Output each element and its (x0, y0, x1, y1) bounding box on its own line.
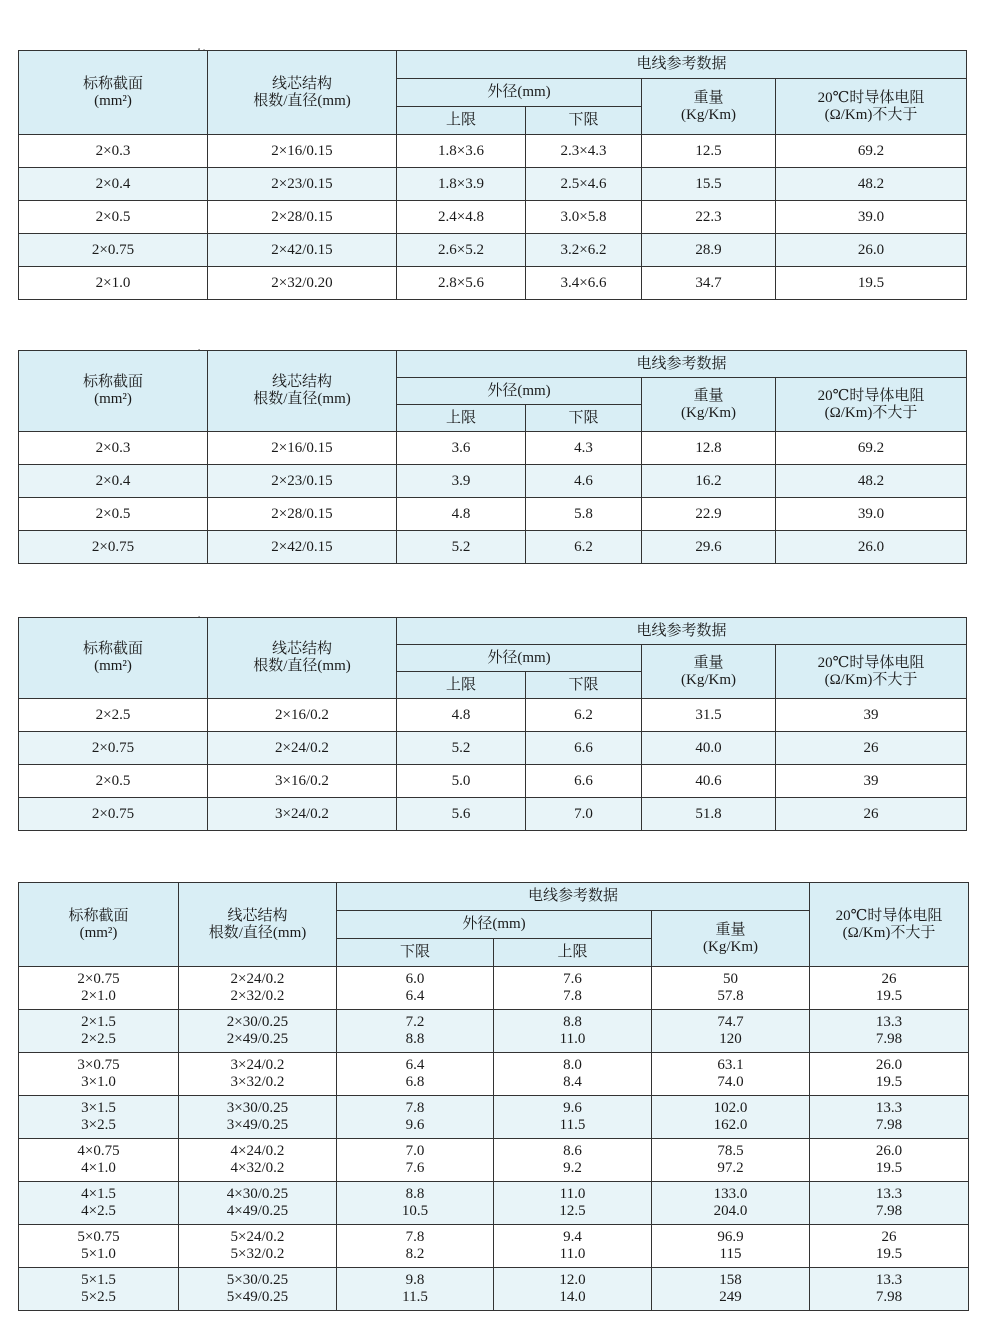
cell-value: 9.6 (405, 1117, 425, 1133)
header-reference: 电线参考数据 (397, 618, 967, 645)
table-row (19, 1096, 969, 1139)
cell-weight: 40.0 (642, 732, 776, 765)
cell-value: 11.0 (559, 1246, 586, 1262)
cell-od-b: 2.3×4.3 (526, 135, 642, 168)
cell-resistance: 39.0 (776, 201, 967, 234)
cell-size (19, 1268, 179, 1311)
cell-structure (179, 1268, 337, 1311)
cell-structure (179, 1182, 337, 1225)
cell-size: 2×0.5 (19, 498, 208, 531)
cell-weight (652, 1182, 810, 1225)
header-upper: 上限 (494, 939, 652, 967)
cell-value: 2×49/0.25 (226, 1031, 289, 1047)
cell-od-b (494, 1096, 652, 1139)
header-lower: 下限 (526, 672, 642, 699)
cell-value: 7.98 (875, 1031, 903, 1047)
header-reference: 电线参考数据 (397, 51, 967, 79)
cell-od-a: 5.2 (397, 531, 526, 564)
cell-value: 7.8 (563, 988, 582, 1004)
header-resistance: 20℃时导体电阻 (Ω/Km)不大于 (776, 645, 967, 699)
cell-value: 4×49/0.25 (226, 1203, 289, 1219)
cell-resistance: 69.2 (776, 432, 967, 465)
cell-weight (652, 1096, 810, 1139)
cell-value: 7.6 (405, 1160, 425, 1176)
cell-value: 2×1.5 (81, 1014, 116, 1030)
cell-value: 11.0 (559, 1186, 586, 1202)
cell-weight: 28.9 (642, 234, 776, 267)
table-row (19, 1225, 969, 1268)
cell-od-a: 1.8×3.9 (397, 168, 526, 201)
cell-od-a: 5.6 (397, 798, 526, 831)
cell-value: 2×0.75 (77, 971, 120, 987)
cell-structure: 2×23/0.15 (208, 168, 397, 201)
cell-weight: 22.9 (642, 498, 776, 531)
table-row (19, 432, 967, 465)
cell-size: 2×0.75 (19, 234, 208, 267)
cell-od-a: 5.2 (397, 732, 526, 765)
table-row (19, 1053, 969, 1096)
cell-resistance (810, 1096, 969, 1139)
cell-value: 9.4 (563, 1229, 582, 1245)
cell-size: 2×0.75 (19, 531, 208, 564)
cell-structure: 2×16/0.15 (208, 135, 397, 168)
cell-od-b (494, 1010, 652, 1053)
cell-value: 26 (881, 971, 897, 987)
cell-value: 57.8 (717, 988, 744, 1004)
cell-resistance: 48.2 (776, 465, 967, 498)
table-4 (18, 350, 967, 564)
cell-od-b: 4.3 (526, 432, 642, 465)
cell-od-b (494, 1225, 652, 1268)
cell-value: 8.6 (563, 1143, 582, 1159)
cell-resistance: 39.0 (776, 498, 967, 531)
cell-structure: 2×16/0.2 (208, 699, 397, 732)
cell-resistance (810, 1139, 969, 1182)
cell-od-a (337, 1225, 494, 1268)
cell-value: 2×2.5 (81, 1031, 116, 1047)
cell-structure (179, 1225, 337, 1268)
cell-value: 96.9 (717, 1229, 744, 1245)
cell-od-a: 5.0 (397, 765, 526, 798)
table-row (19, 465, 967, 498)
cell-weight: 22.3 (642, 201, 776, 234)
header-size: 标称截面 (mm²) (19, 618, 208, 699)
cell-value: 3×1.5 (81, 1100, 116, 1116)
cell-value: 5×1.0 (81, 1246, 116, 1262)
cell-value: 11.5 (402, 1289, 428, 1305)
cell-od-a: 3.9 (397, 465, 526, 498)
cell-value: 26.0 (875, 1143, 903, 1159)
cell-value: 6.0 (405, 971, 425, 987)
header-weight: 重量 (Kg/Km) (652, 911, 810, 967)
cell-value: 3×24/0.2 (230, 1057, 285, 1073)
cell-value: 13.3 (875, 1272, 903, 1288)
cell-od-a: 1.8×3.6 (397, 135, 526, 168)
cell-weight (652, 1010, 810, 1053)
cell-value: 74.0 (717, 1074, 744, 1090)
cell-weight (652, 1139, 810, 1182)
cell-size (19, 1096, 179, 1139)
cell-value: 13.3 (875, 1186, 903, 1202)
cell-value: 7.2 (405, 1014, 425, 1030)
header-structure: 线芯结构 根数/直径(mm) (208, 618, 397, 699)
header-structure: 线芯结构 根数/直径(mm) (179, 883, 337, 967)
cell-value: 162.0 (713, 1117, 748, 1133)
header-resistance: 20℃时导体电阻 (Ω/Km)不大于 (810, 883, 969, 967)
cell-structure (179, 967, 337, 1010)
cell-od-b (494, 1053, 652, 1096)
cell-od-b (494, 1268, 652, 1311)
cell-value: 204.0 (713, 1203, 748, 1219)
cell-od-a (337, 1182, 494, 1225)
cell-weight (652, 1053, 810, 1096)
table-row (19, 267, 967, 300)
cell-value: 6.4 (405, 1057, 425, 1073)
table-row (19, 1268, 969, 1311)
header-outer-diameter: 外径(mm) (397, 79, 642, 107)
cell-value: 14.0 (559, 1289, 586, 1305)
cell-value: 26 (881, 1229, 897, 1245)
cell-value: 19.5 (875, 1074, 903, 1090)
cell-weight (652, 1268, 810, 1311)
cell-structure: 3×16/0.2 (208, 765, 397, 798)
cell-value: 4×24/0.2 (230, 1143, 285, 1159)
cell-size: 2×0.4 (19, 168, 208, 201)
cell-value: 19.5 (875, 1160, 903, 1176)
cell-weight: 40.6 (642, 765, 776, 798)
cell-value: 10.5 (401, 1203, 429, 1219)
cell-od-a: 4.8 (397, 699, 526, 732)
cell-size (19, 1053, 179, 1096)
cell-size: 2×0.5 (19, 201, 208, 234)
cell-structure: 2×42/0.15 (208, 234, 397, 267)
cell-od-b: 3.0×5.8 (526, 201, 642, 234)
cell-size: 2×0.4 (19, 465, 208, 498)
header-resistance: 20℃时导体电阻 (Ω/Km)不大于 (776, 378, 967, 432)
cell-value: 7.98 (875, 1203, 903, 1219)
cell-resistance (810, 1010, 969, 1053)
cell-value: 19.5 (875, 988, 903, 1004)
cell-od-b: 4.6 (526, 465, 642, 498)
header-outer-diameter: 外径(mm) (397, 645, 642, 672)
cell-resistance (810, 1182, 969, 1225)
table-row (19, 798, 967, 831)
cell-value: 3×30/0.25 (226, 1100, 289, 1116)
cell-value: 7.98 (875, 1117, 903, 1133)
cell-value: 19.5 (875, 1246, 903, 1262)
cell-od-a (337, 1053, 494, 1096)
cell-structure (179, 1010, 337, 1053)
cell-structure: 2×16/0.15 (208, 432, 397, 465)
cell-value: 9.6 (563, 1100, 582, 1116)
cell-size: 2×2.5 (19, 699, 208, 732)
table-row (19, 531, 967, 564)
table-body (19, 432, 967, 564)
cell-od-b: 6.6 (526, 732, 642, 765)
cell-od-a (337, 1268, 494, 1311)
cell-value: 5×1.5 (81, 1272, 116, 1288)
cell-resistance: 48.2 (776, 168, 967, 201)
cell-value: 26.0 (875, 1057, 903, 1073)
header-upper: 上限 (397, 107, 526, 135)
header-structure: 线芯结构 根数/直径(mm) (208, 351, 397, 432)
cell-structure: 2×24/0.2 (208, 732, 397, 765)
cell-value: 5×32/0.2 (230, 1246, 285, 1262)
cell-od-a: 4.8 (397, 498, 526, 531)
cell-resistance (810, 1268, 969, 1311)
cell-od-a (337, 1010, 494, 1053)
cell-value: 4×32/0.2 (230, 1160, 285, 1176)
cell-size: 2×0.5 (19, 765, 208, 798)
cell-od-a (337, 1096, 494, 1139)
cell-weight (652, 1225, 810, 1268)
table-5 (18, 617, 967, 831)
cell-weight: 51.8 (642, 798, 776, 831)
header-upper: 上限 (397, 672, 526, 699)
cell-value: 8.8 (405, 1031, 425, 1047)
cell-value: 5×30/0.25 (226, 1272, 289, 1288)
cell-od-b (494, 1139, 652, 1182)
cell-structure: 2×32/0.20 (208, 267, 397, 300)
cell-value: 4×0.75 (77, 1143, 120, 1159)
header-reference: 电线参考数据 (337, 883, 810, 911)
cell-resistance: 26 (776, 798, 967, 831)
cell-od-a: 2.8×5.6 (397, 267, 526, 300)
header-reference: 电线参考数据 (397, 351, 967, 378)
cell-value: 74.7 (717, 1014, 744, 1030)
cell-value: 3×32/0.2 (230, 1074, 285, 1090)
cell-resistance: 26 (776, 732, 967, 765)
table-body (19, 967, 969, 1311)
cell-value: 9.8 (405, 1272, 425, 1288)
cell-value: 6.8 (405, 1074, 425, 1090)
cell-resistance (810, 1053, 969, 1096)
cell-value: 4×1.5 (81, 1186, 116, 1202)
cell-value: 5×49/0.25 (226, 1289, 289, 1305)
cell-od-b: 2.5×4.6 (526, 168, 642, 201)
cell-value: 2×24/0.2 (230, 971, 285, 987)
table-body (19, 135, 967, 300)
cell-value: 13.3 (875, 1014, 903, 1030)
cell-value: 78.5 (717, 1143, 744, 1159)
cell-value: 7.8 (405, 1229, 425, 1245)
header-structure: 线芯结构 根数/直径(mm) (208, 51, 397, 135)
cell-value: 2×32/0.2 (230, 988, 285, 1004)
header-weight: 重量 (Kg/Km) (642, 79, 776, 135)
cell-value: 9.2 (563, 1160, 582, 1176)
header-size: 标称截面 (mm²) (19, 351, 208, 432)
cell-value: 6.4 (405, 988, 425, 1004)
cell-size: 2×0.3 (19, 135, 208, 168)
cell-od-b (494, 1182, 652, 1225)
cell-value: 3×1.0 (81, 1074, 116, 1090)
header-outer-diameter: 外径(mm) (337, 911, 652, 939)
table-row (19, 732, 967, 765)
cell-value: 8.2 (405, 1246, 425, 1262)
cell-od-a (337, 1139, 494, 1182)
cell-value: 5×24/0.2 (230, 1229, 285, 1245)
table-row (19, 201, 967, 234)
cell-value: 12.5 (559, 1203, 586, 1219)
cell-size (19, 1139, 179, 1182)
cell-value: 5×2.5 (81, 1289, 116, 1305)
table-row (19, 699, 967, 732)
cell-value: 249 (719, 1289, 742, 1305)
cell-resistance: 26.0 (776, 531, 967, 564)
cell-value: 2×30/0.25 (226, 1014, 289, 1030)
table-row (19, 1010, 969, 1053)
cell-structure (179, 1053, 337, 1096)
cell-od-a: 2.6×5.2 (397, 234, 526, 267)
cell-value: 11.0 (559, 1031, 586, 1047)
cell-value: 8.4 (563, 1074, 582, 1090)
cell-size: 2×0.75 (19, 732, 208, 765)
cell-od-b: 7.0 (526, 798, 642, 831)
cell-value: 11.5 (559, 1117, 586, 1133)
cell-structure: 2×28/0.15 (208, 201, 397, 234)
cell-value: 133.0 (713, 1186, 748, 1202)
cell-value: 102.0 (713, 1100, 748, 1116)
cell-value: 5×0.75 (77, 1229, 120, 1245)
cell-value: 50 (723, 971, 739, 987)
header-lower: 下限 (337, 939, 494, 967)
table-row (19, 765, 967, 798)
cell-resistance: 19.5 (776, 267, 967, 300)
cell-resistance: 39 (776, 699, 967, 732)
cell-value: 63.1 (717, 1057, 744, 1073)
cell-value: 8.8 (563, 1014, 582, 1030)
table-3 (18, 50, 967, 300)
table-row (19, 1139, 969, 1182)
header-size: 标称截面 (mm²) (19, 51, 208, 135)
cell-weight: 12.8 (642, 432, 776, 465)
cell-size (19, 1225, 179, 1268)
header-lower: 下限 (526, 405, 642, 432)
table-row (19, 498, 967, 531)
cell-resistance: 39 (776, 765, 967, 798)
cell-value: 4×30/0.25 (226, 1186, 289, 1202)
cell-value: 7.8 (405, 1100, 425, 1116)
table-row (19, 234, 967, 267)
cell-value: 7.6 (563, 971, 582, 987)
cell-structure (179, 1096, 337, 1139)
cell-value: 158 (719, 1272, 742, 1288)
table-body (19, 699, 967, 831)
cell-value: 8.0 (563, 1057, 582, 1073)
cell-value: 3×49/0.25 (226, 1117, 289, 1133)
header-weight: 重量 (Kg/Km) (642, 378, 776, 432)
cell-od-b: 6.2 (526, 531, 642, 564)
table-row (19, 135, 967, 168)
header-upper: 上限 (397, 405, 526, 432)
cell-value: 7.98 (875, 1289, 903, 1305)
cell-value: 12.0 (559, 1272, 586, 1288)
cell-od-b (494, 967, 652, 1010)
header-lower: 下限 (526, 107, 642, 135)
cell-weight: 31.5 (642, 699, 776, 732)
cell-resistance: 26.0 (776, 234, 967, 267)
cell-size: 2×0.3 (19, 432, 208, 465)
cell-size (19, 1010, 179, 1053)
cell-od-a: 3.6 (397, 432, 526, 465)
cell-weight: 12.5 (642, 135, 776, 168)
cell-size (19, 967, 179, 1010)
cell-size: 2×0.75 (19, 798, 208, 831)
cell-weight: 34.7 (642, 267, 776, 300)
cell-od-b: 3.2×6.2 (526, 234, 642, 267)
cell-structure: 2×42/0.15 (208, 531, 397, 564)
header-outer-diameter: 外径(mm) (397, 378, 642, 405)
cell-value: 120 (719, 1031, 742, 1047)
cell-od-b: 3.4×6.6 (526, 267, 642, 300)
cell-resistance: 69.2 (776, 135, 967, 168)
cell-weight (652, 967, 810, 1010)
header-weight: 重量 (Kg/Km) (642, 645, 776, 699)
cell-weight: 15.5 (642, 168, 776, 201)
cell-value: 97.2 (717, 1160, 744, 1176)
cell-size: 2×1.0 (19, 267, 208, 300)
cell-od-a: 2.4×4.8 (397, 201, 526, 234)
header-size: 标称截面 (mm²) (19, 883, 179, 967)
cell-value: 3×0.75 (77, 1057, 120, 1073)
cell-resistance (810, 967, 969, 1010)
cell-value: 8.8 (405, 1186, 425, 1202)
table-row (19, 168, 967, 201)
cell-structure: 3×24/0.2 (208, 798, 397, 831)
cell-od-b: 6.2 (526, 699, 642, 732)
cell-value: 13.3 (875, 1100, 903, 1116)
cell-weight: 29.6 (642, 531, 776, 564)
cell-value: 115 (719, 1246, 742, 1262)
cell-size (19, 1182, 179, 1225)
cell-resistance (810, 1225, 969, 1268)
cell-structure: 2×23/0.15 (208, 465, 397, 498)
cell-value: 4×1.0 (81, 1160, 116, 1176)
table-row (19, 1182, 969, 1225)
cell-value: 7.0 (405, 1143, 425, 1159)
table-6 (18, 882, 969, 1311)
header-resistance: 20℃时导体电阻 (Ω/Km)不大于 (776, 79, 967, 135)
cell-structure (179, 1139, 337, 1182)
cell-value: 3×2.5 (81, 1117, 116, 1133)
cell-value: 2×1.0 (81, 988, 116, 1004)
cell-structure: 2×28/0.15 (208, 498, 397, 531)
cell-od-a (337, 967, 494, 1010)
cell-value: 4×2.5 (81, 1203, 116, 1219)
table-row (19, 967, 969, 1010)
cell-od-b: 6.6 (526, 765, 642, 798)
cell-weight: 16.2 (642, 465, 776, 498)
cell-od-b: 5.8 (526, 498, 642, 531)
